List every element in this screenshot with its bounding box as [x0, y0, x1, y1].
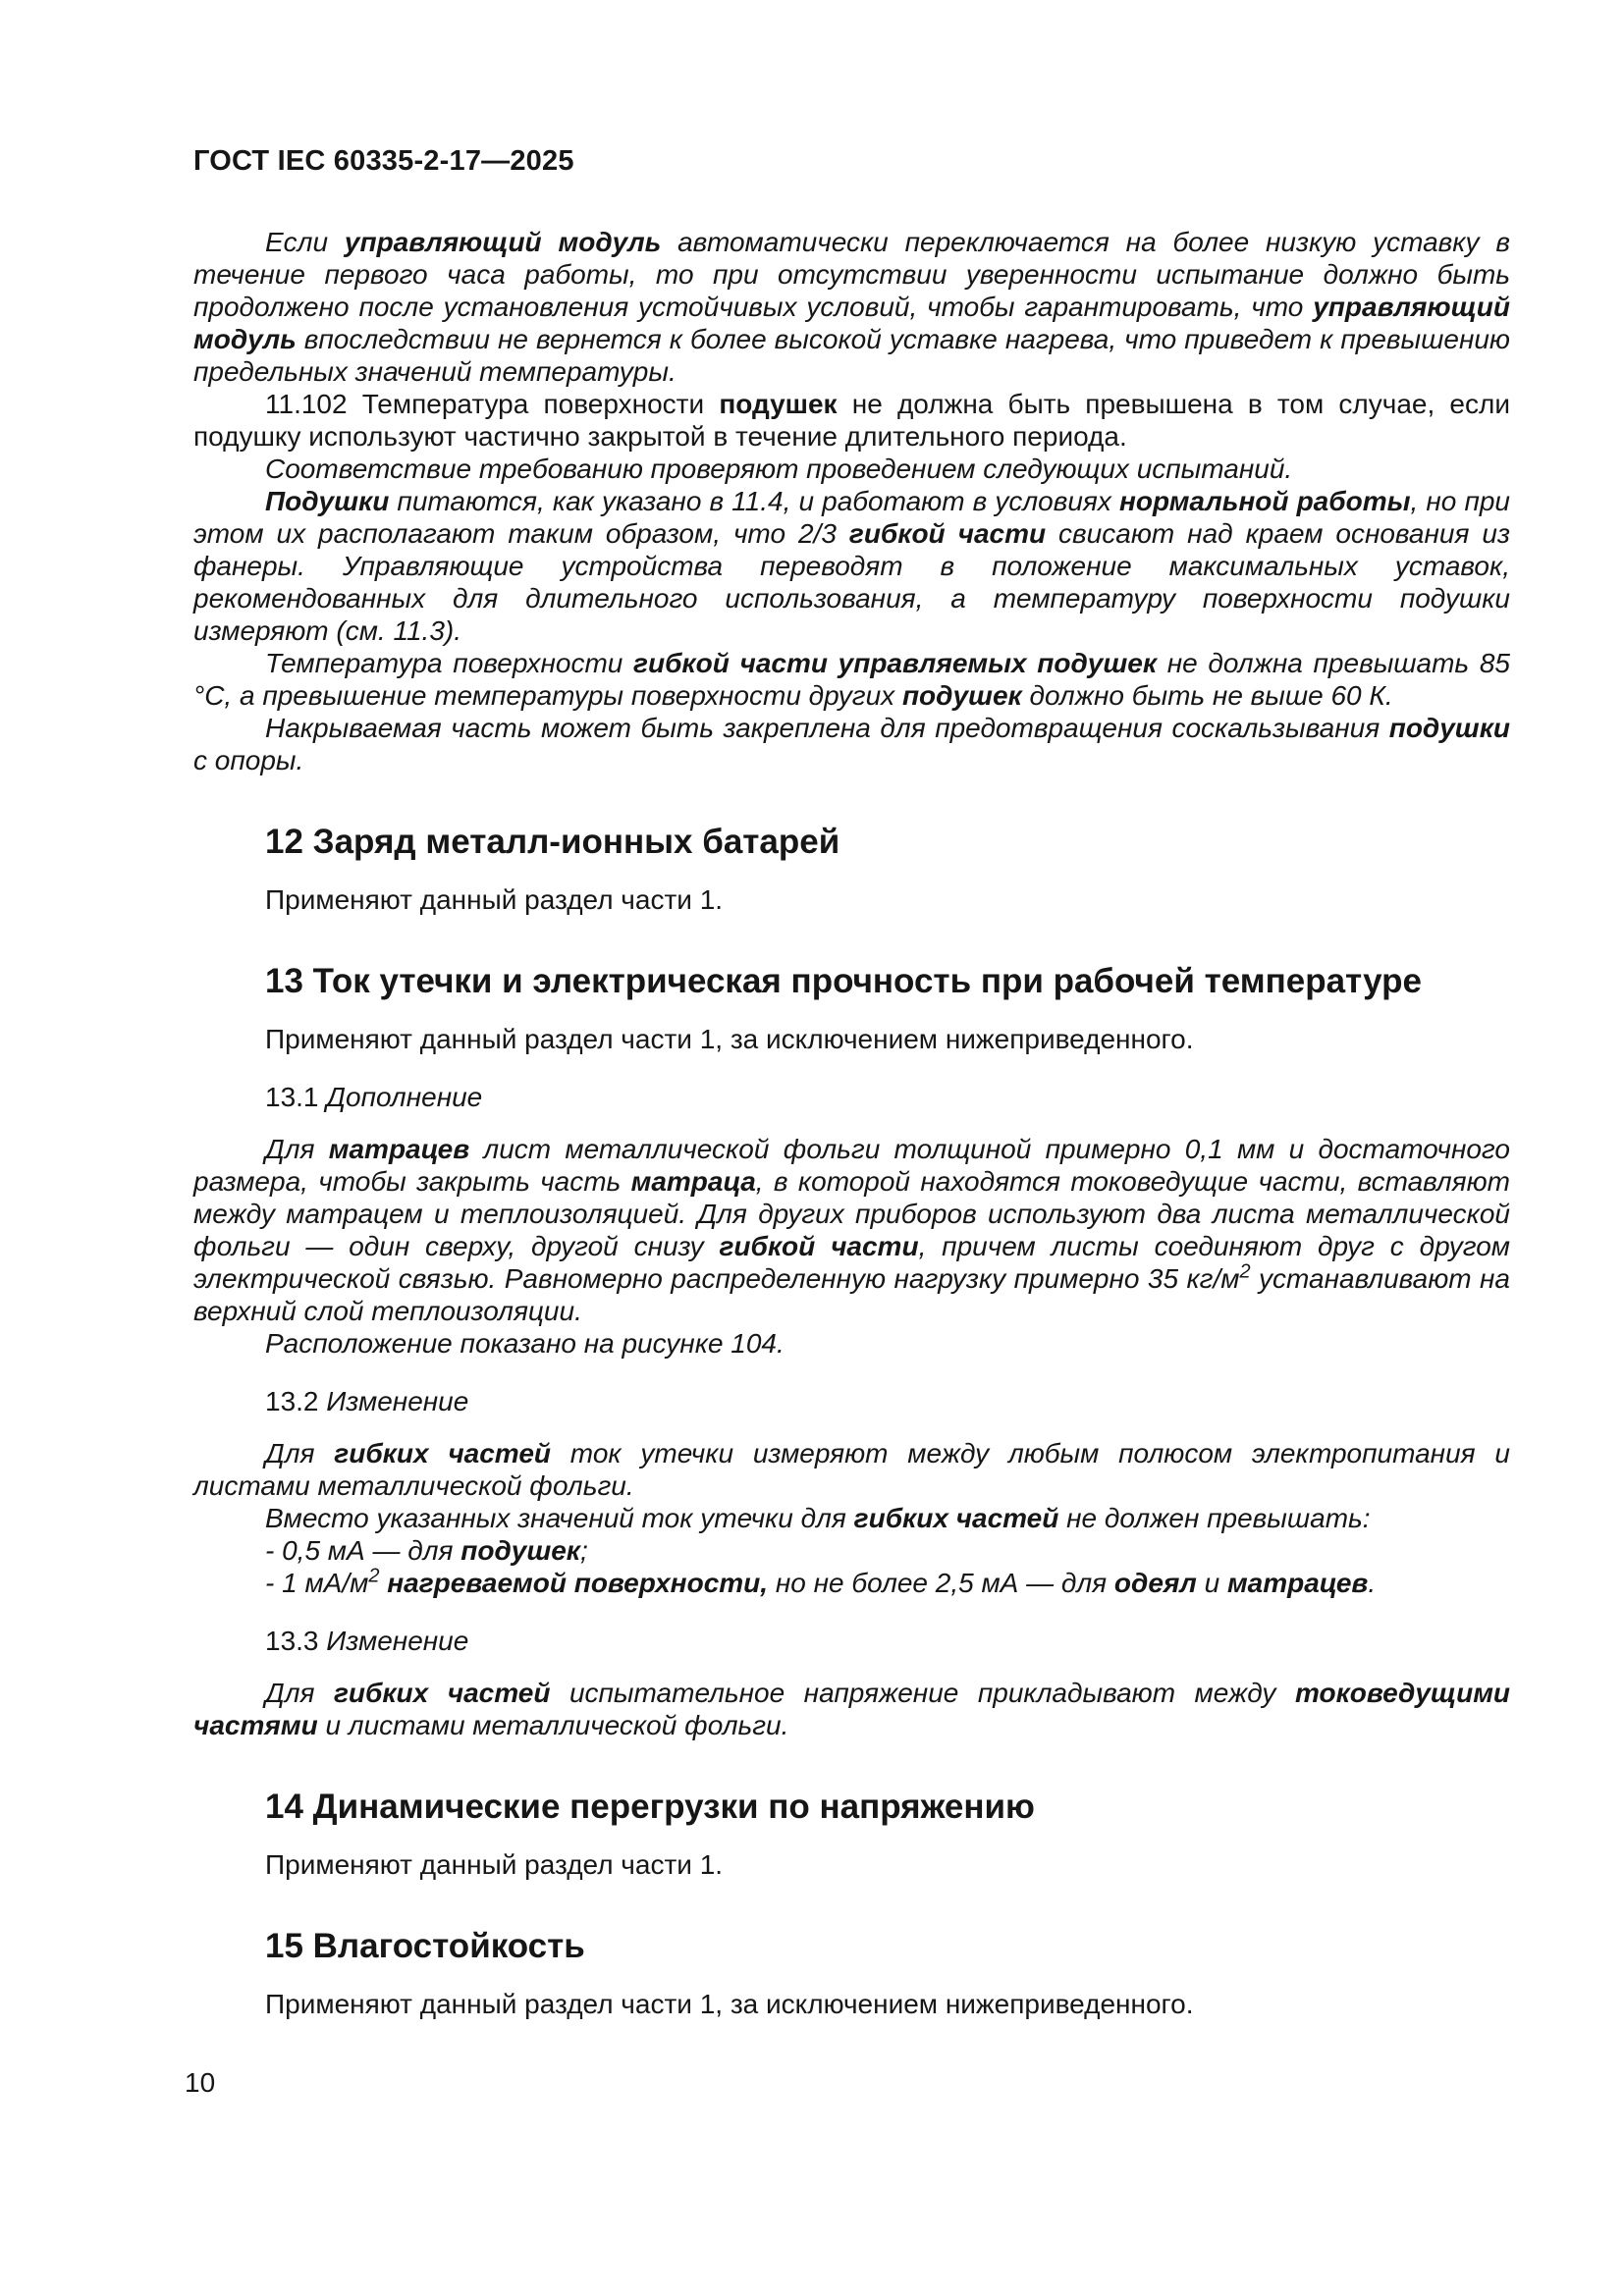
paragraph: Применяют данный раздел части 1. [265, 884, 724, 915]
subsection-heading: 13.1 Дополнение [265, 1082, 483, 1112]
paragraph: Применяют данный раздел части 1, за исключением нижеприведенного. [265, 1989, 1194, 2019]
section-heading: 13 Ток утечки и электрическая прочность при рабочей температуре [265, 962, 1422, 1000]
running-header: ГОСТ IEC 60335-2-17—2025 [193, 145, 574, 177]
paragraph: Вместо указанных значений ток утечки для гибких частей не должен превышать: [265, 1503, 1371, 1533]
paragraph: Температура поверхности гибкой части управляемых подушек не должна превышать 85 °С, а превышение температуры поверхности других подушек должно быть не выше 60 К. [193, 648, 1510, 711]
paragraph: Для гибких частей ток утечки измеряют между любым полюсом электропитания и листами металлической фольги. [193, 1438, 1510, 1501]
paragraph: Применяют данный раздел части 1, за исключением нижеприведенного. [265, 1024, 1194, 1054]
paragraph: Расположение показано на рисунке 104. [265, 1328, 785, 1359]
section-heading: 14 Динамические перегрузки по напряжению [265, 1788, 1035, 1826]
subsection-heading: 13.3 Изменение [265, 1626, 469, 1656]
document-body [193, 226, 1510, 2020]
paragraph: Применяют данный раздел части 1. [265, 1849, 724, 1880]
paragraph: Для гибких частей испытательное напряжение прикладывают между токоведущими частями и листами металлической фольги. [193, 1678, 1511, 1740]
paragraph: Соответствие требованию проверяют проведением следующих испытаний. [265, 454, 1293, 484]
paragraph: Накрываемая часть может быть закреплена для предотвращения соскальзывания подушки с опоры. [193, 713, 1510, 775]
page-number: 10 [185, 2067, 216, 2098]
list-item: - 1 $мА/м^2$ нагреваемой поверхности, но не более 2,5 мА — для одеял и матрацев. [265, 1565, 1377, 1598]
paragraph: Для матрацев лист металлической фольги толщиной примерно 0,1 мм и достаточного размера, чтобы закрыть часть матраца, в которой находятся токоведущие части, вставляют между матрацем и теплоизоляцией. Для других приборов используют два листа металлической фольги — один сверху, другой снизу гибкой части, причем листы соединяют друг с другом электрической связью. Равномерно распределенную нагрузку примерно 35 $кг/м^2$ устанавливают на верхний слой теплоизоляции. [193, 1134, 1510, 1326]
section-heading: 12 Заряд металл-ионных батарей [265, 823, 840, 861]
list-item: - 0,5 мА — для подушек; [265, 1535, 588, 1566]
paragraph: Если управляющий модуль автоматически переключается на более низкую уставку в течение первого часа работы, то при отсутствии уверенности испытание должно быть продолжено после установления устойчивых условий, чтобы гарантировать, что управляющий модуль впоследствии не вернется к более высокой уставке нагрева, что приведет к превышению предельных значений температуры. [193, 227, 1510, 387]
section-heading: 15 Влагостойкость [265, 1927, 585, 1965]
paragraph: Подушки питаются, как указано в 11.4, и работают в условиях нормальной работы, но при этом их располагают таким образом, что 2/3 гибкой части свисают над краем основания из фанеры. Управляющие устройства переводят в положение максимальных уставок, рекомендованных для длительного использования, а температуру поверхности подушки измеряют (см. 11.3). [193, 486, 1511, 646]
paragraph: 11.102 Температура поверхности подушек не должна быть превышена в том случае, если подушку используют частично закрытой в течение длительного периода. [193, 389, 1510, 452]
subsection-heading: 13.2 Изменение [265, 1386, 469, 1416]
